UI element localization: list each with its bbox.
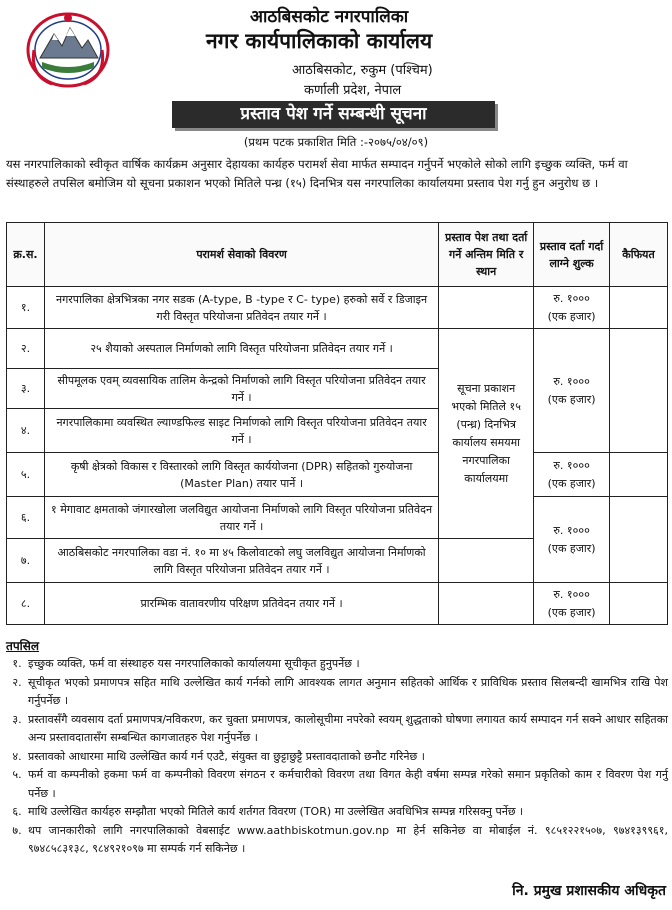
fee-words: (एक हजार) — [547, 392, 596, 406]
publish-date: (प्रथम पटक प्रकाशित मिति :-२०७५/०४/०९) — [243, 135, 429, 149]
note-item — [6, 674, 668, 711]
table-row — [7, 583, 668, 625]
fee-cell — [534, 329, 610, 453]
note-number: ६. — [12, 805, 22, 818]
note-number: ७. — [12, 823, 22, 837]
table-row — [7, 497, 668, 539]
note-number: ४. — [12, 749, 22, 763]
note-text: थप जानकारीको लागि नगरपालिकाको वेबसाईट www.aathbiskotmun.gov.np मा हेर्न सकिनेछ वा मोबाईल नं. ९८५१२२१५०७, ९७४१३९९६१, ९७४८५८३१३८, ९८४९२१०९७ मा सम्पर्क गर्न सकिनेछ । — [28, 823, 668, 855]
note-text: इच्छुक व्यक्ति, फर्म वा संस्थाहरु यस नगरपालिकाको कार्यालयमा सूचीकृत हुनुपर्नेछ । — [28, 657, 360, 670]
fee-cell — [534, 287, 610, 329]
note-text: सूचीकृत भएको प्रमाणपत्र सहित माथि उल्लेखित कार्य गर्नको लागि आवश्यक लागत अनुमान सहितको आर्थिक र प्राविधिक प्रस्ताव सिलबन्दी खामभित्र राखि पेश गर्नुपर्नेछ । — [28, 675, 668, 707]
fee-cell — [534, 583, 610, 625]
header-fee: प्रस्ताव दर्ता गर्दा लाग्ने शुल्क — [534, 223, 610, 287]
note-item — [6, 803, 668, 822]
row-sn: ३. — [7, 369, 45, 409]
table-row — [7, 287, 668, 329]
deadline-cell — [439, 539, 534, 583]
note-item — [6, 822, 668, 859]
note-number: ३. — [12, 712, 22, 726]
note-item — [6, 766, 668, 803]
consulting-services-table — [6, 222, 668, 625]
row-sn: ६. — [7, 497, 45, 539]
fee-words: (एक हजार) — [547, 476, 596, 490]
deadline-merged-cell: सूचना प्रकाशन भएको मितिले १५ (पन्ध्र) दिनभित्र कार्यालय समयमा नगरपालिका कार्यालयमा — [439, 329, 534, 539]
header-description: परामर्श सेवाको विवरण — [44, 223, 438, 287]
fee-words: (एक हजार) — [547, 605, 596, 619]
signature-title: नि. प्रमुख प्रशासकीय अधिकृत — [512, 883, 666, 899]
row-sn: ८. — [7, 583, 45, 625]
row-sn: २. — [7, 329, 45, 369]
notes-list — [6, 655, 668, 859]
row-sn: ४. — [7, 409, 45, 453]
note-text: माथि उल्लेखित कार्यहरु सम्झौता भएको मितिले कार्य शर्तगत विवरण (TOR) मा उल्लेखित अवधिभित्र सम्पन्न गरिसक्नु पर्नेछ । — [28, 805, 524, 818]
office-address: आठबिसकोट, रुकुम (पश्चिम) — [292, 63, 433, 78]
header-sn: क्र.स. — [7, 223, 45, 287]
remarks-cell — [610, 329, 668, 453]
nepal-emblem-icon — [22, 6, 114, 90]
fee-words: (एक हजार) — [547, 309, 596, 323]
intro-paragraph: यस नगरपालिकाको स्वीकृत वार्षिक कार्यक्रम अनुसार देहायका कार्यहरु परामर्श सेवा मार्फत सम्पादन गर्नुपर्ने भएकोले सोको लागि इच्छुक व्यक्ति, फर्म वा संस्थाहरुले तपसिल बमोजिम यो सूचना प्रकाशन भएको मितिले पन्ध्र (१५) दिनभित्र यस नगरपालिका कार्यालयमा प्रस्ताव पेश गर्नु हुन अनुरोध छ । — [6, 157, 628, 190]
fee-words: (एक हजार) — [547, 541, 596, 555]
header-remarks: कैफियत — [610, 223, 668, 287]
notes-title: तपसिल — [6, 639, 40, 653]
remarks-cell — [610, 497, 668, 583]
municipality-name: आठबिसकोट नगरपालिका — [250, 7, 409, 27]
office-name: नगर कार्यपालिकाको कार्यालय — [206, 29, 433, 53]
deadline-cell — [439, 583, 534, 625]
deadline-cell — [439, 287, 534, 329]
table-row — [7, 453, 668, 497]
row-description: नगरपालिकामा व्यवस्थित ल्याण्डफिल्ड साइट निर्माणको लागि विस्तृत परियोजना प्रतिवेदन तयार गर्ने । — [44, 409, 438, 453]
fee-amount: रु. १००० — [553, 291, 590, 305]
note-item — [6, 748, 668, 767]
row-description: २५ शैयाको अस्पताल निर्माणको लागि विस्तृत परियोजना प्रतिवेदन तयार गर्ने । — [44, 329, 438, 369]
fee-cell — [534, 453, 610, 497]
remarks-cell — [610, 453, 668, 497]
table-header-row — [7, 223, 668, 287]
letterhead — [0, 0, 672, 100]
remarks-cell — [610, 583, 668, 625]
note-number: २. — [12, 675, 22, 689]
row-description: नगरपालिका क्षेत्रभित्रका नगर सडक (A-type, B -type र C- type) हरुको सर्वे र डिजाइन गरी विस्तृत परियोजना प्रतिवेदन तयार गर्ने । — [44, 287, 438, 329]
header-deadline: प्रस्ताव पेश तथा दर्ता गर्ने अन्तिम मिति र स्थान — [439, 223, 534, 287]
row-description: प्रारम्भिक वातावरणीय परिक्षण प्रतिवेदन तयार गर्ने । — [44, 583, 438, 625]
note-number: १. — [12, 657, 22, 670]
note-item — [6, 711, 668, 748]
row-sn: १. — [7, 287, 45, 329]
fee-amount: रु. १००० — [553, 523, 590, 537]
fee-amount: रु. १००० — [553, 374, 590, 388]
row-sn: ७. — [7, 539, 45, 583]
row-description: सीपमूलक एवम् व्यवसायिक तालिम केन्द्रको निर्माणको लागि विस्तृत परियोजना प्रतिवेदन तयार गर्ने । — [44, 369, 438, 409]
fee-amount: रु. १००० — [553, 587, 590, 601]
note-item — [6, 655, 668, 674]
fee-amount: रु. १००० — [553, 458, 590, 472]
note-text: प्रस्तावसँगै व्यवसाय दर्ता प्रमाणपत्र/नविकरण, कर चुक्ता प्रमाणपत्र, कालोसूचीमा नपरेको स्वयम् शुद्धताको घोषणा लगायत कार्य सम्पादन गर्न सक्ने आधार सहितका अन्य प्रस्तावदातासँग सम्बन्धित कागजातहरु पेश गर्नुपर्नेछ । — [28, 712, 668, 744]
row-description: आठबिसकोट नगरपालिका वडा नं. १० मा ४५ किलोवाटको लघु जलविद्युत आयोजना निर्माणको लागि विस्तृत परियोजना प्रतिवेदन तयार गर्ने । — [44, 539, 438, 583]
table-row — [7, 329, 668, 369]
row-description: १ मेगावाट क्षमताको जंगारखोला जलविद्युत आयोजना निर्माणको लागि विस्तृत परियोजना प्रतिवेदन तयार गर्ने । — [44, 497, 438, 539]
notice-title: प्रस्ताव पेश गर्ने सम्बन्धी सूचना — [172, 101, 495, 128]
note-text: फर्म वा कम्पनीको हकमा फर्म वा कम्पनीको विवरण संगठन र कर्मचारीको विवरण तथा विगत केही वर्षमा सम्पन्न गरेको समान प्रकृतिको काम र विवरण पेश गर्नु पर्नेछ । — [28, 768, 668, 800]
note-number: ५. — [12, 768, 22, 781]
office-province: कर्णाली प्रदेश, नेपाल — [304, 83, 402, 98]
row-sn: ५. — [7, 453, 45, 497]
row-description: कृषी क्षेत्रको विकास र विस्तारको लागि विस्तृत कार्ययोजना (DPR) सहितको गुरुयोजना (Master Plan) तयार पार्ने । — [44, 453, 438, 497]
note-text: प्रस्तावको आधारमा माथि उल्लेखित कार्य गर्न एउटै, संयुक्त वा छुट्टाछुट्टै प्रस्तावदाताको छनौट गरिनेछ । — [28, 749, 425, 763]
remarks-cell — [610, 287, 668, 329]
fee-cell — [534, 497, 610, 583]
